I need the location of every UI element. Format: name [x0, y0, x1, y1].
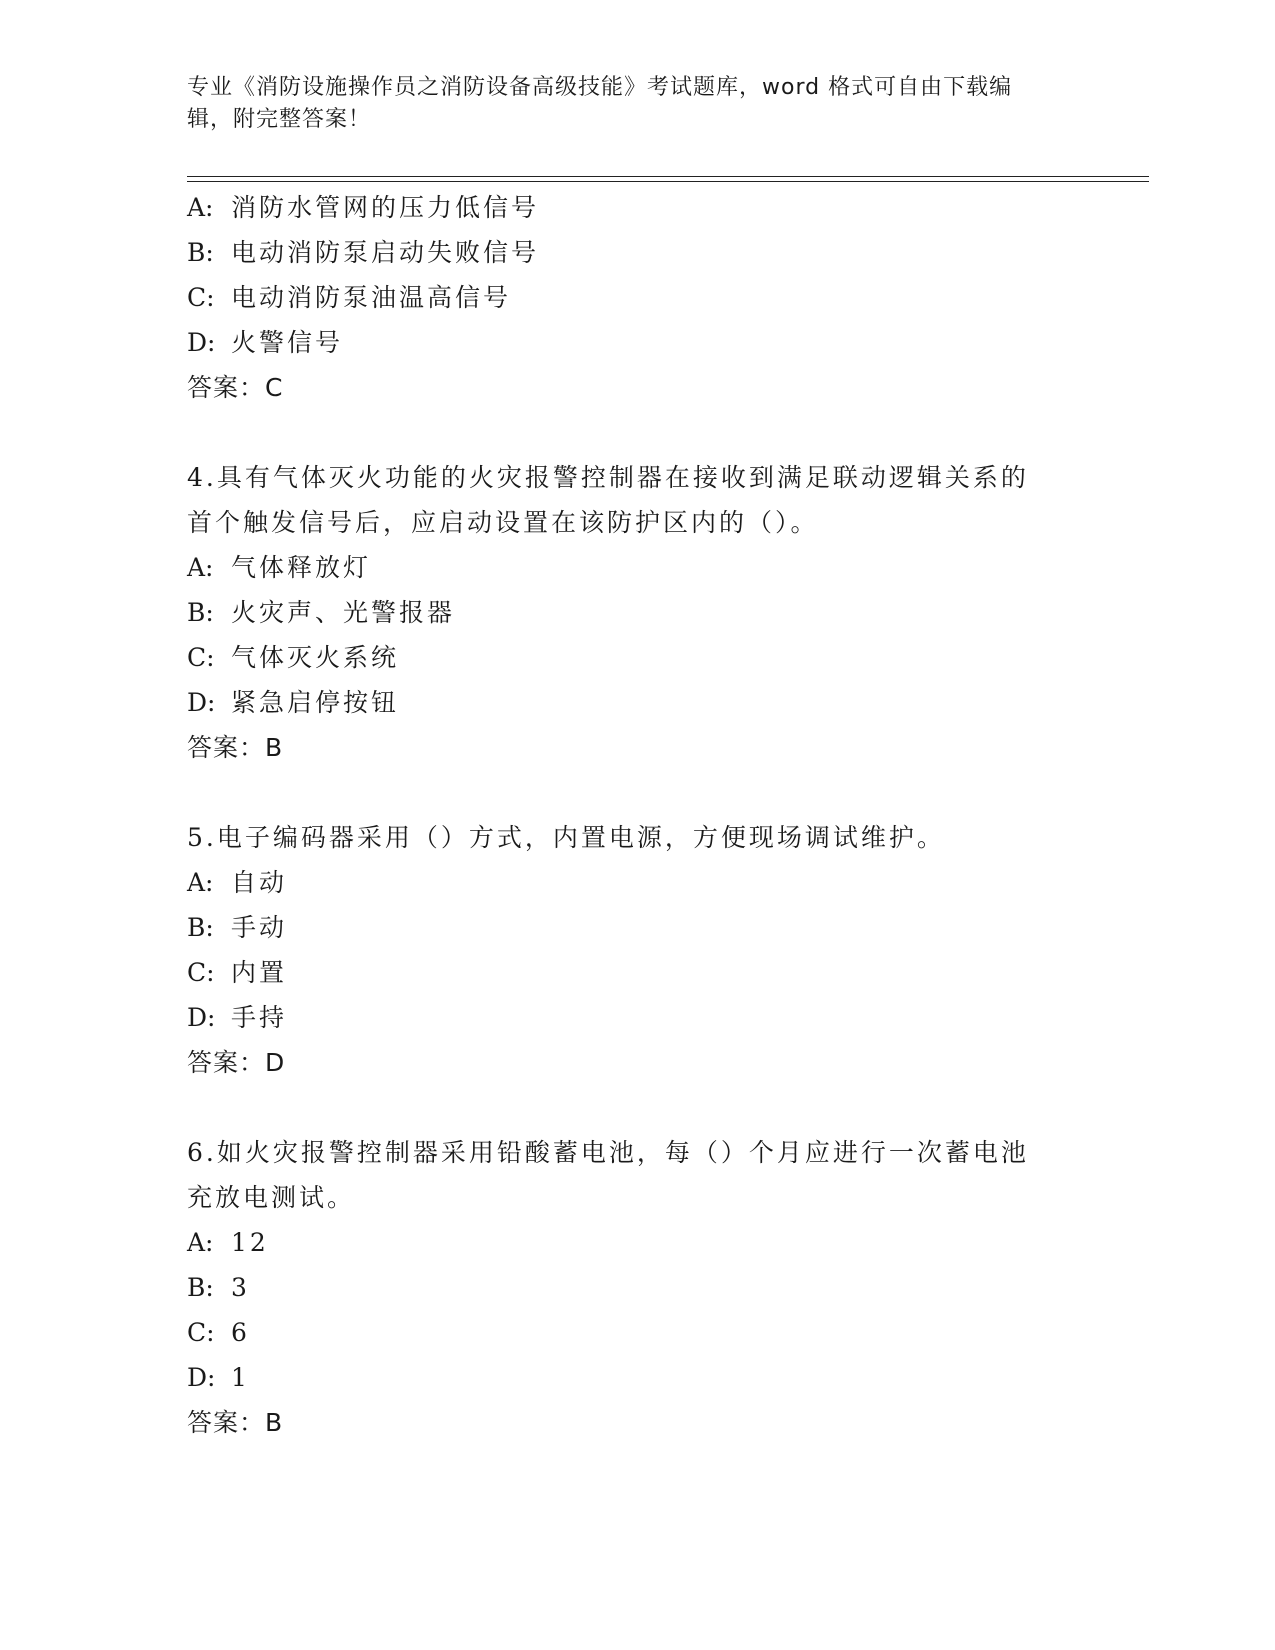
q6-answer: 答案：B: [187, 1408, 284, 1437]
option-text: 紧急启停按钮: [231, 688, 400, 717]
option-letter: B:: [187, 1273, 214, 1302]
q6-option-d: [187, 1363, 250, 1393]
q5-stem-line-1: 5.电子编码器采用（）方式，内置电源，方便现场调试维护。: [187, 823, 945, 852]
q4-option-d: [187, 688, 399, 718]
option-text: 6: [231, 1318, 250, 1347]
option-text: 电动消防泵启动失败信号: [231, 238, 540, 267]
option-letter: D:: [187, 1363, 216, 1392]
document-header: [187, 72, 1087, 136]
option-text: 自动: [231, 868, 288, 897]
q3-option-b: [187, 238, 539, 268]
option-letter: C:: [187, 958, 215, 987]
q4-answer: 答案：B: [187, 733, 284, 762]
header-line-2: 辑，附完整答案！: [187, 107, 372, 132]
q3-option-c: [187, 283, 511, 313]
q6-option-c: [187, 1318, 250, 1348]
option-letter: D:: [187, 688, 216, 717]
option-text: 气体释放灯: [231, 553, 372, 582]
option-letter: B:: [187, 598, 214, 627]
option-text: 火警信号: [231, 328, 344, 357]
header-divider-bottom: [187, 181, 1149, 182]
q3-option-a: [187, 193, 539, 223]
option-letter: D:: [187, 328, 216, 357]
option-text: 电动消防泵油温高信号: [231, 283, 512, 312]
header-line-1: 专业《消防设施操作员之消防设备高级技能》考试题库，word 格式可自由下载编: [187, 75, 1013, 100]
option-text: 手持: [231, 1003, 288, 1032]
header-divider-top: [187, 176, 1149, 177]
q5-option-d: [187, 1003, 287, 1033]
option-letter: A:: [187, 553, 214, 582]
q4-option-b: [187, 598, 455, 628]
q3-answer: 答案：C: [187, 373, 284, 402]
q5-option-a: [187, 868, 287, 898]
option-text: 1: [231, 1363, 250, 1392]
option-letter: A:: [187, 193, 214, 222]
option-letter: A:: [187, 868, 214, 897]
option-letter: B:: [187, 238, 214, 267]
option-text: 内置: [231, 958, 288, 987]
option-text: 火灾声、光警报器: [231, 598, 456, 627]
option-text: 3: [231, 1273, 250, 1302]
q4-stem-line-2: 首个触发信号后，应启动设置在该防护区内的（）。: [187, 508, 819, 537]
q6-stem-line-1: 6.如火灾报警控制器采用铅酸蓄电池，每（）个月应进行一次蓄电池: [187, 1138, 1029, 1167]
option-letter: C:: [187, 643, 215, 672]
option-text: 手动: [231, 913, 288, 942]
option-text: 12: [231, 1228, 269, 1257]
option-text: 气体灭火系统: [231, 643, 400, 672]
q6-option-b: [187, 1273, 250, 1303]
option-letter: C:: [187, 1318, 215, 1347]
q6-option-a: [187, 1228, 269, 1258]
option-letter: D:: [187, 1003, 216, 1032]
q5-answer: 答案：D: [187, 1048, 286, 1077]
option-text: 消防水管网的压力低信号: [231, 193, 540, 222]
q4-option-a: [187, 553, 371, 583]
q4-stem-line-1: 4.具有气体灭火功能的火灾报警控制器在接收到满足联动逻辑关系的: [187, 463, 1029, 492]
q5-option-c: [187, 958, 287, 988]
option-letter: A:: [187, 1228, 214, 1257]
q3-option-d: [187, 328, 343, 358]
q4-option-c: [187, 643, 399, 673]
option-letter: B:: [187, 913, 214, 942]
q6-stem-line-2: 充放电测试。: [187, 1183, 356, 1212]
q5-option-b: [187, 913, 287, 943]
option-letter: C:: [187, 283, 215, 312]
